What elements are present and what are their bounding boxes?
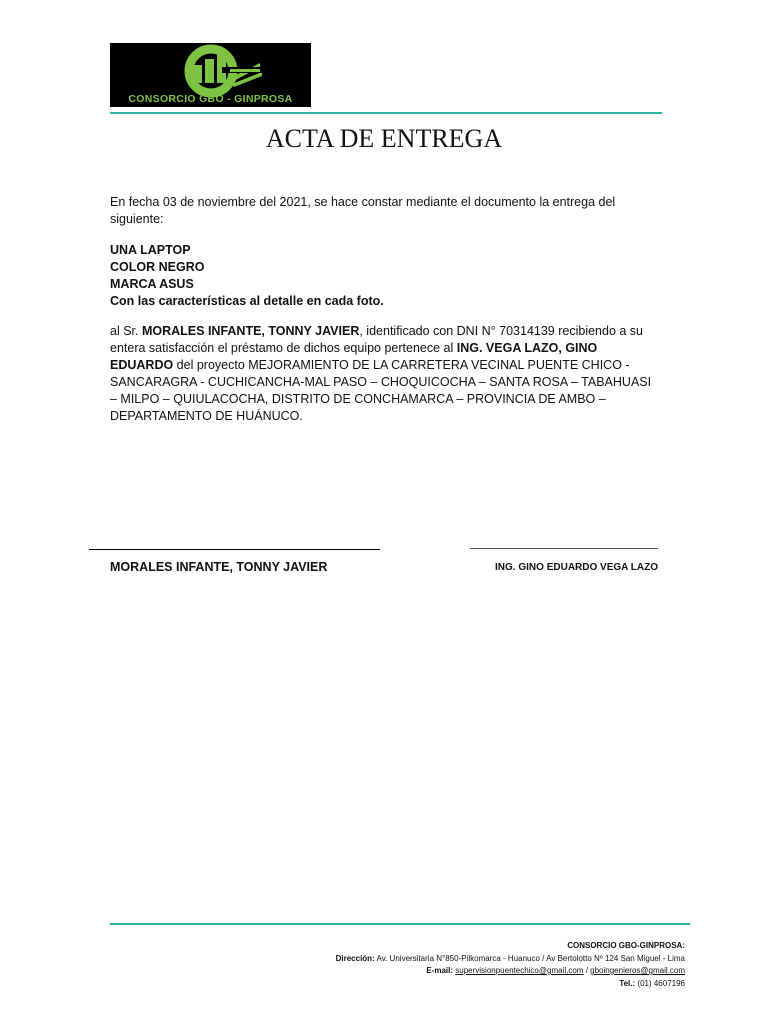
email-label: E-mail: — [426, 966, 454, 975]
signature-name-left: MORALES INFANTE, TONNY JAVIER — [110, 560, 328, 574]
item-list — [110, 242, 384, 310]
document-title: ACTA DE ENTREGA — [265, 124, 503, 153]
recipient-name: MORALES INFANTE, TONNY JAVIER — [141, 324, 360, 338]
paragraph-text: al Sr. — [110, 324, 142, 338]
paragraph-text: , identificado con DNI N° 70314139 recibiendo a su entera satisfacción el préstamo de dichos equipo pertenece al — [110, 324, 644, 355]
footer-company: CONSORCIO GBO-GINPROSA: — [567, 941, 685, 950]
company-logo — [110, 43, 311, 107]
engineer-name: ING. VEGA LAZO, GINO EDUARDO — [110, 341, 598, 372]
footer-divider — [110, 923, 690, 925]
footer — [336, 940, 685, 990]
list-item: UNA LAPTOP — [110, 243, 191, 257]
tel-number: (01) 4607196 — [637, 978, 685, 988]
signature-name-right: ING. GINO EDUARDO VEGA LAZO — [495, 562, 658, 573]
address-label: Dirección: — [335, 953, 375, 963]
list-item: MARCA ASUS — [110, 277, 194, 291]
body-paragraph — [110, 323, 660, 425]
signature-line-right — [470, 548, 658, 549]
address-text: Av. Universitaria N°850-Pilkomarca - Huanuco / Av Bertolotto Nº 124 San Miguel - Lima — [376, 953, 685, 963]
footer-address — [336, 953, 685, 966]
footer-phone — [336, 978, 685, 991]
tel-label: Tel.: — [619, 978, 636, 988]
intro-paragraph: En fecha 03 de noviembre del 2021, se hace constar mediante el documento la entrega del siguiente: — [110, 195, 616, 226]
footer-email — [336, 965, 685, 978]
email-link-1[interactable]: supervisionpuentechico@gmail.com — [455, 966, 584, 975]
email-link-2[interactable]: gboingenieros@gmail.com — [590, 966, 685, 975]
paragraph-text: del proyecto MEJORAMIENTO DE LA CARRETERA VECINAL PUENTE CHICO - SANCARAGRA - CUCHICANCHA-MAL PASO – CHOQUICOCHA – SANTA ROSA – TABAHUASI – MILPO – QUIULACOCHA, DISTRITO DE CONCHAMARCA – PROVINCIA DE AMBO – DEPARTAMENTO DE HUÁNUCO. — [110, 358, 652, 423]
email-separator: / — [585, 966, 588, 975]
list-item: COLOR NEGRO — [110, 260, 205, 274]
header-divider — [110, 112, 662, 114]
logo-text: CONSORCIO GBO - GINPROSA — [128, 93, 293, 105]
signature-line-left — [89, 549, 380, 550]
list-item: Con las características al detalle en cada foto. — [110, 294, 384, 308]
